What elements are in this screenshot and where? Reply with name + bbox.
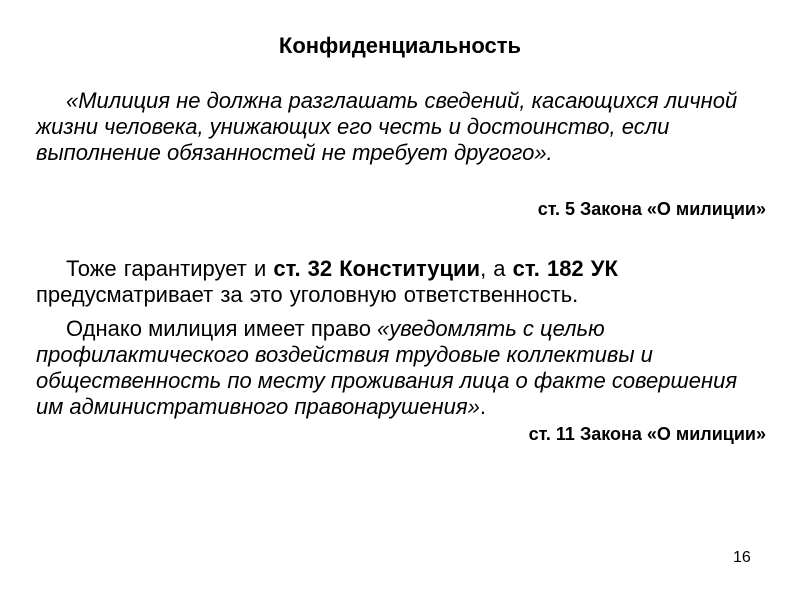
criminal-code-article-ref: ст. 182 УК — [512, 256, 618, 281]
source-citation-art5: ст. 5 Закона «О милиции» — [537, 199, 766, 219]
constitution-article-ref: ст. 32 Конституции — [273, 256, 481, 281]
page-number: 16 — [733, 549, 751, 566]
paragraph-police-right-to-notify — [36, 316, 766, 420]
quote-law-on-police-art5: «Милиция не должна разглашать сведений, касающихся личной жизни человека, унижающих его честь и достоинство, если выполнение обязанностей не требует другого». — [36, 88, 738, 165]
para3-text-1: Однако милиция имеет право — [66, 316, 378, 341]
source-citation-art11: ст. 11 Закона «О милиции» — [528, 424, 766, 444]
para2-text-2: , а — [480, 256, 513, 281]
para3-quote: «уведомлять с целью профилактического воздействия трудовые коллективы и общественность по месту проживания лица о факте совершения им административного правонарушения» — [36, 316, 738, 419]
para3-text-2: . — [479, 394, 486, 419]
para2-text-1: Тоже гарантирует и — [66, 256, 274, 281]
para2-text-3: предусматривает за это уголовную ответственность. — [36, 282, 579, 307]
paragraph-constitution-guarantee — [36, 256, 766, 308]
slide-title: Конфиденциальность — [278, 33, 522, 58]
